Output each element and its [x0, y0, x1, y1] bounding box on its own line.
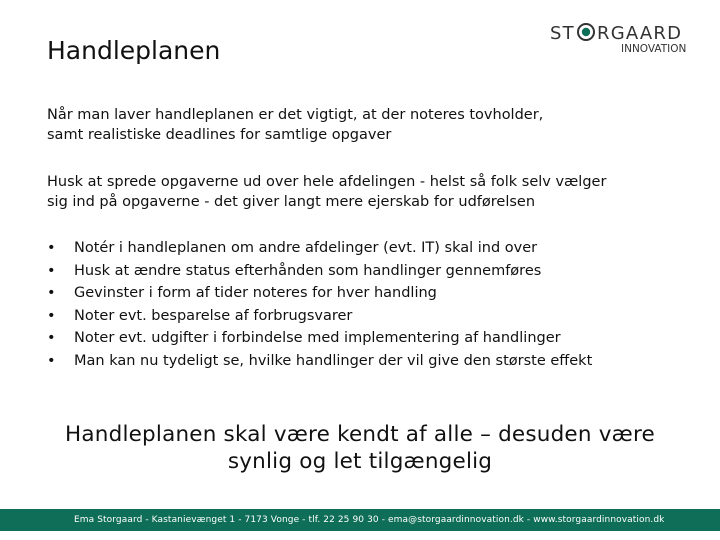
list-item-text: Gevinster i form af tider noteres for hver handling: [74, 285, 437, 302]
intro-line-2: samt realistiske deadlines for samtlige opgaver: [47, 127, 392, 143]
headline-line-2: synlig og let tilgængelig: [227, 449, 493, 474]
list-item: [47, 305, 592, 328]
list-item: [47, 282, 592, 305]
list-item: [47, 237, 592, 260]
key-message-headline: [36, 421, 684, 475]
list-item-text: Noter evt. udgifter i forbindelse med implementering af handlinger: [74, 330, 561, 347]
list-item-text: Notér i handleplanen om andre afdelinger (evt. IT) skal ind over: [74, 240, 538, 256]
svg-text:ST: ST: [550, 23, 575, 44]
footer-contact-text: Ema Storgaard - Kastanievænget 1 - 7173 Vonge - tlf. 22 25 90 30 - ema@storgaardinnovation.dk - www.storgaardinnovation.dk: [74, 515, 665, 525]
list-item: [47, 350, 592, 373]
bullet-dot: •: [47, 330, 56, 347]
list-item: [47, 260, 592, 283]
storgaard-innovation-logo: [548, 20, 704, 56]
list-item-text: Man kan nu tydeligt se, hvilke handlinger der vil give den største effekt: [74, 352, 593, 369]
bullet-dot: •: [47, 240, 56, 256]
bullet-dot: •: [47, 352, 56, 369]
list-item: [47, 327, 592, 350]
list-item-text: Husk at ændre status efterhånden som handlinger gennemføres: [74, 262, 542, 279]
footer-bar: [0, 509, 720, 531]
intro-line-1: Når man laver handleplanen er det vigtigt, at der noteres tovholder,: [47, 107, 544, 123]
spread-tasks-paragraph: [47, 172, 606, 212]
bullet-dot: •: [47, 285, 56, 302]
spread-line-1: Husk at sprede opgaverne ud over hele afdelingen - helst så folk selv vælger: [47, 174, 607, 190]
intro-paragraph: [47, 105, 543, 145]
bullet-dot: •: [47, 262, 56, 279]
bullet-dot: •: [47, 307, 56, 324]
svg-text:INNOVATION: INNOVATION: [621, 43, 687, 55]
slide-title: Handleplanen: [47, 36, 221, 65]
spread-line-2: sig ind på opgaverne - det giver langt mere ejerskab for udførelsen: [47, 194, 536, 210]
svg-text:RGAARD: RGAARD: [597, 23, 683, 44]
logo-o-circle-icon: [578, 24, 594, 40]
bullet-list: [47, 237, 592, 373]
list-item-text: Noter evt. besparelse af forbrugsvarer: [74, 307, 353, 324]
headline-line-1: Handleplanen skal være kendt af alle – desuden være: [65, 422, 655, 447]
